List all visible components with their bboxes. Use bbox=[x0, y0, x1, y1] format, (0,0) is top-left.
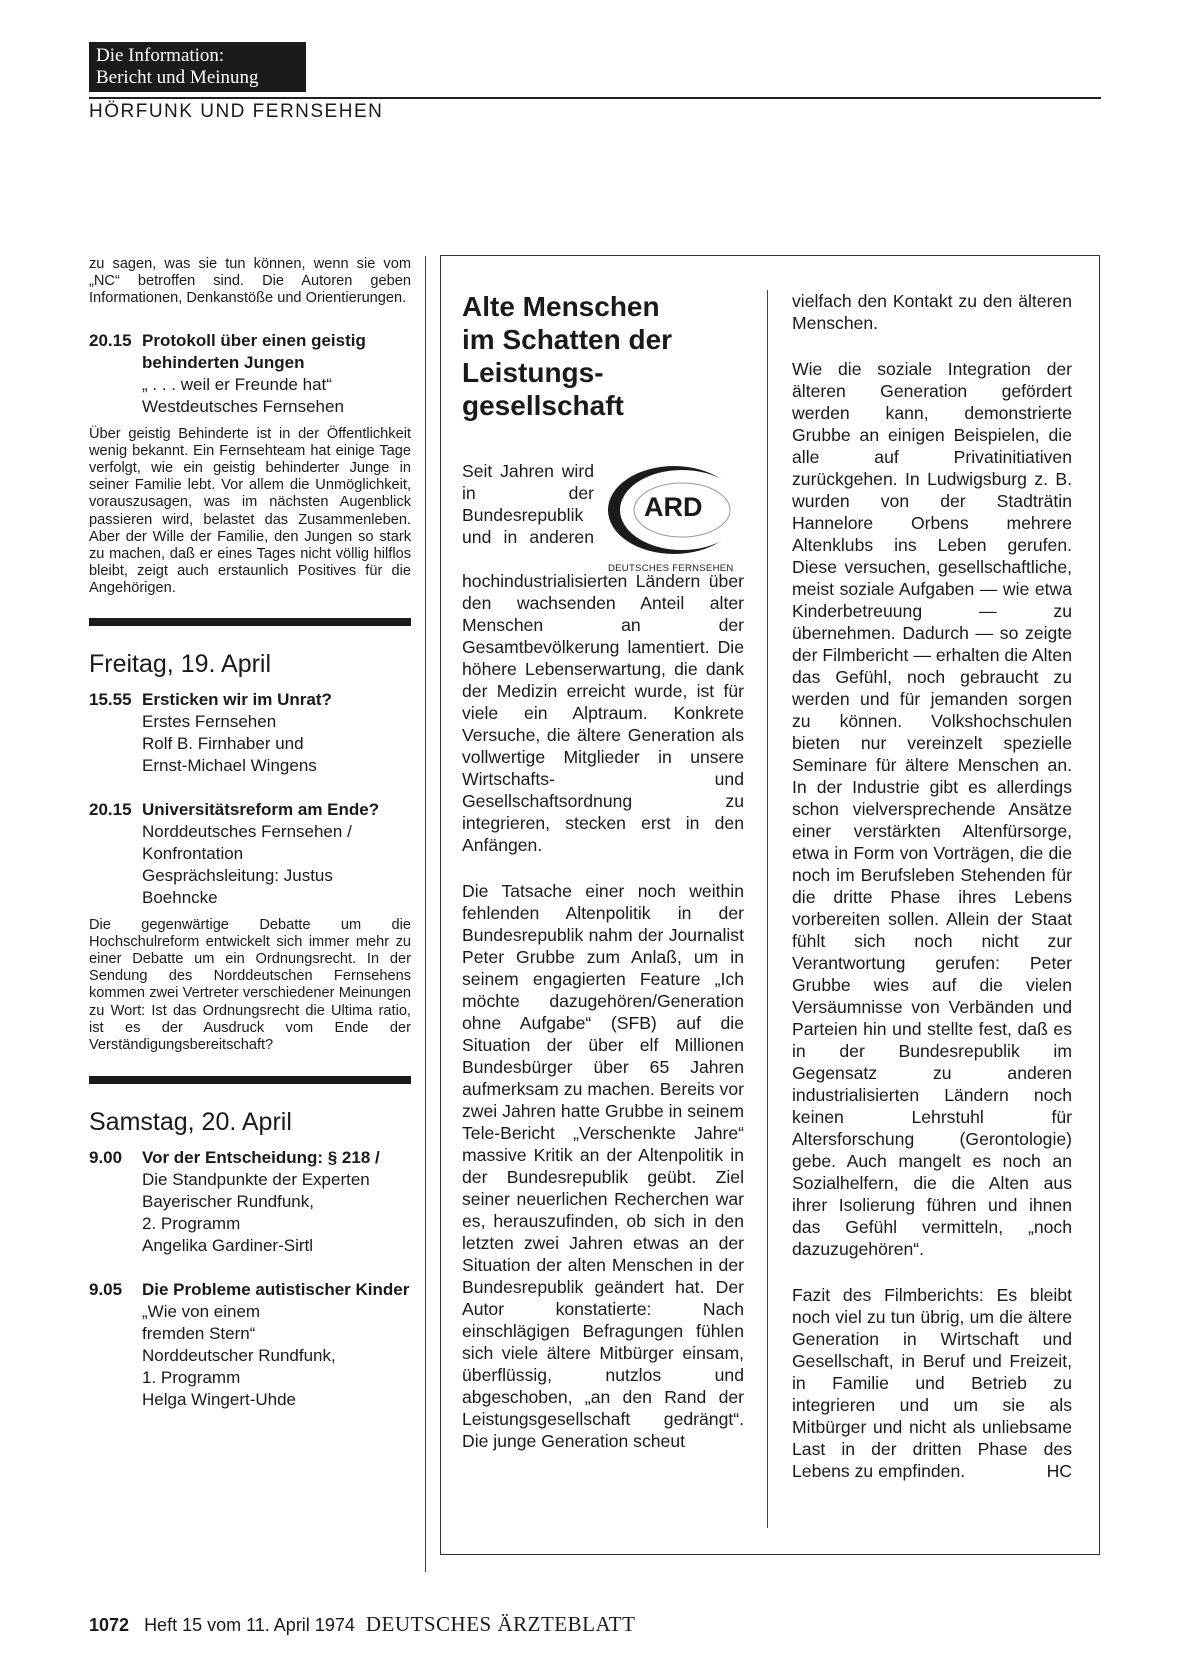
program-line: Erstes Fernsehen bbox=[142, 711, 277, 731]
article-paragraph bbox=[462, 460, 744, 856]
intro-text: zu sagen, was sie tun können, wenn sie vom „NC“ betroffen sind. Die Autoren geben Informationen, Denkanstöße und Orientierungen. bbox=[89, 256, 411, 307]
headline-line: im Schatten der bbox=[462, 324, 673, 355]
program-line: Rolf B. Firnhaber und bbox=[142, 733, 304, 753]
page-footer bbox=[89, 1612, 635, 1637]
ard-logo-subtitle: DEUTSCHES FERNSEHEN bbox=[608, 563, 734, 574]
program-line: Bayerischer Rundfunk, bbox=[142, 1192, 314, 1212]
headline-line: gesellschaft bbox=[462, 390, 624, 421]
program-line: Boehncke bbox=[142, 887, 218, 907]
ard-logo bbox=[600, 460, 746, 574]
article-paragraph: Wie die soziale Integration der älteren Generation gefördert werden kann, demonstrierte Grubbe an einigen Beispielen, die alle auf Privatinitiativen zurückgehen. In Ludwigsburg z. B. wurden von der Stadträtin Hannelore Orbens mehrere Altenklubs ins Leben gerufen. Diese versuchen, gesellschaftliche, meist soziale Aufgaben — wie etwa Kinderbetreuung — zu übernehmen. Dadurch — so zeigte der Filmbericht — erhalten die Alten das Gefühl, noch gebraucht zu werden und für jemanden sorgen zu können. Volkshochschulen bieten nur vereinzelt spezielle Seminare für ältere Menschen an. In der Industrie gibt es allerdings schon vielversprechende Ansätze einer verstärkten Altenfürsorge, etwa in Form von Vorträgen, die die noch im Berufsleben Stehenden für die dritte Phase ihres Lebens vorbereiten sollen. Allein der Staat fühlt sich noch nicht zur Verantwortung gerufen: Peter Grubbe wies auf die vielen Versäumnisse von Verbänden und Parteien hin und stellte fest, daß es in der Bundesrepublik im Gegensatz zu anderen industrialisierten Ländern noch keinen Lehrstuhl für Altersforschung (Gerontologie) gebe. Auch mangelt es noch an Sozialhelfern, die die Alten aus ihrer Isolierung führen und ihnen das Gefühl vermitteln, „noch dazuzugehören“. bbox=[792, 359, 1072, 1259]
program-line: Gesprächsleitung: Justus bbox=[142, 865, 333, 885]
program-title: Protokoll über einen geistig behinderten Jungen bbox=[142, 330, 366, 372]
ard-logo-text: ARD bbox=[644, 492, 703, 522]
page-number: 1072 bbox=[89, 1615, 130, 1635]
program-line: Konfrontation bbox=[142, 843, 244, 863]
header-rule bbox=[89, 97, 1101, 99]
program-entry bbox=[89, 330, 411, 418]
article-paragraph: Die Tatsache einer noch weithin fehlenden Altenpolitik in der Bundesrepublik nahm der Journalist Peter Grubbe zum Anlaß, um in seinem engagierten Feature „Ich möchte dazugehören/Generation ohne Aufgabe“ (SFB) auf die Situation der über elf Millionen Bundesbürger über 65 Jahren aufmerksam zu machen. Bereits vor zwei Jahren hatte Grubbe in seinem Tele-Bericht „Verschenkte Jahre“ massive Kritik an der Altenpolitik in der Bundesrepublik geübt. Ziel seiner neuerlichen Recherchen war es, herauszufinden, ob sich in den letzten zwei Jahren etwas an der Situation der alten Menschen in der Bundesrepublik geändert hat. Der Autor konstatierte: Nach einschlägigen Befragungen fühlen sich viele ältere Mitbürger einsam, überflüssig, nutzlos und abgeschoben, „an den Rand der Leistungsgesellschaft gedrängt“. Die junge Generation scheut bbox=[462, 881, 744, 1451]
program-line: 2. Programm bbox=[142, 1214, 241, 1234]
program-entry bbox=[89, 1147, 411, 1257]
program-line: Angelika Gardiner-Sirtl bbox=[142, 1236, 314, 1256]
article-paragraph: vielfach den Kontakt zu den älteren Menschen. bbox=[792, 291, 1072, 333]
program-description: Über geistig Behinderte ist in der Öffentlichkeit wenig bekannt. Ein Fernsehteam hat einige Tage verfolgt, wie ein geistig behinderter Junge in seiner Familie lebt. Vor allem die Unmöglichkeit, vorauszusagen, was im nächsten Augenblick passieren wird, belastet das Zusammenleben. Aber der Wille der Familie, den Jungen so stark zu machen, daß er eines Tages nicht völlig hilflos bleibt, zeigt auch erstaunlich Positives für die Angehörigen. bbox=[89, 425, 411, 597]
headline-line: Alte Menschen bbox=[462, 291, 660, 322]
day-divider bbox=[89, 1076, 411, 1084]
program-description: Die gegenwärtige Debatte um die Hochschulreform entwickelt sich immer mehr zu einer Debatte um ein Ordnungsrecht. In der Sendung des Norddeutschen Fernsehens kommen zwei Vertreter verschiedener Meinungen zu Wort: Ist das Ordnungsrecht die Ultima ratio, ist es der Ausdruck vom Ende der Verständigungsbereitschaft? bbox=[89, 916, 411, 1054]
program-entry bbox=[89, 1279, 411, 1411]
program-line: Norddeutsches Fernsehen / bbox=[142, 821, 352, 841]
day-divider bbox=[89, 618, 411, 626]
program-time: 9.05 bbox=[89, 1280, 123, 1300]
program-subtitle: „ . . . weil er Freunde hat“ bbox=[142, 374, 332, 394]
program-title: Die Probleme autistischer Kinder bbox=[142, 1280, 410, 1300]
article-signature: HC bbox=[1046, 1461, 1072, 1481]
section-title: HÖRFUNK UND FERNSEHEN bbox=[89, 101, 384, 122]
article-text: Fazit des Filmberichts: Es bleibt noch viel zu tun übrig, um die ältere Generation in Wirtschaft und Gesellschaft, in Beruf und Freizeit, in Familie und Betrieb zu integrieren und um sie als Mitbürger und nicht als unliebsame Last in der dritten Phase des Lebens zu empfinden. bbox=[792, 1285, 1072, 1481]
article-text: Seit Jahren wird in der Bundesrepublik und in anderen hochindustrialisierten Ländern über den wachsenden Anteil alter Menschen an der Gesamtbevölkerung lamentiert. Die höhere Lebenserwartung, die dank der Medizin erreicht wurde, ist für viele ein Alptraum. Konkrete Versuche, die ältere Generation als vollwertige Mitglieder in unsere Wirtschafts- und Gesellschaftsordnung zu integrieren, stecken erst in den Anfängen. bbox=[462, 461, 744, 855]
program-title: Vor der Entscheidung: § 218 / bbox=[142, 1148, 380, 1168]
program-entry bbox=[89, 689, 411, 777]
program-line: Ernst-Michael Wingens bbox=[142, 755, 317, 775]
program-line: 1. Programm bbox=[142, 1368, 241, 1388]
program-title: Ersticken wir im Unrat? bbox=[142, 689, 332, 709]
program-line: Norddeutscher Rundfunk, bbox=[142, 1346, 336, 1366]
header-badge-line1: Die Information: bbox=[96, 45, 225, 66]
header-badge bbox=[89, 42, 306, 92]
article-column-2 bbox=[792, 290, 1072, 1482]
program-line: Helga Wingert-Uhde bbox=[142, 1390, 297, 1410]
program-line: Die Standpunkte der Experten bbox=[142, 1170, 370, 1190]
program-line: fremden Stern“ bbox=[142, 1324, 256, 1344]
program-time: 20.15 bbox=[89, 799, 132, 819]
column-divider bbox=[425, 256, 426, 1572]
article-headline bbox=[462, 290, 744, 422]
day-heading: Samstag, 20. April bbox=[89, 1108, 292, 1137]
article-paragraph bbox=[792, 1284, 1072, 1482]
day-heading: Freitag, 19. April bbox=[89, 649, 272, 678]
article-column-divider bbox=[767, 290, 768, 1528]
program-column bbox=[89, 256, 411, 1411]
program-title: Universitätsreform am Ende? bbox=[142, 799, 380, 819]
header-badge-line2: Bericht und Meinung bbox=[96, 67, 259, 88]
program-time: 20.15 bbox=[89, 330, 132, 350]
article-column-1 bbox=[462, 290, 744, 1452]
program-time: 9.00 bbox=[89, 1148, 123, 1168]
headline-line: Leistungs- bbox=[462, 357, 604, 388]
program-line: „Wie von einem bbox=[142, 1302, 261, 1322]
program-station: Westdeutsches Fernsehen bbox=[142, 396, 344, 416]
magazine-title: DEUTSCHES ÄRZTEBLATT bbox=[365, 1612, 636, 1636]
issue-info: Heft 15 vom 11. April 1974 bbox=[144, 1615, 355, 1635]
program-entry bbox=[89, 799, 411, 909]
program-time: 15.55 bbox=[89, 689, 132, 709]
